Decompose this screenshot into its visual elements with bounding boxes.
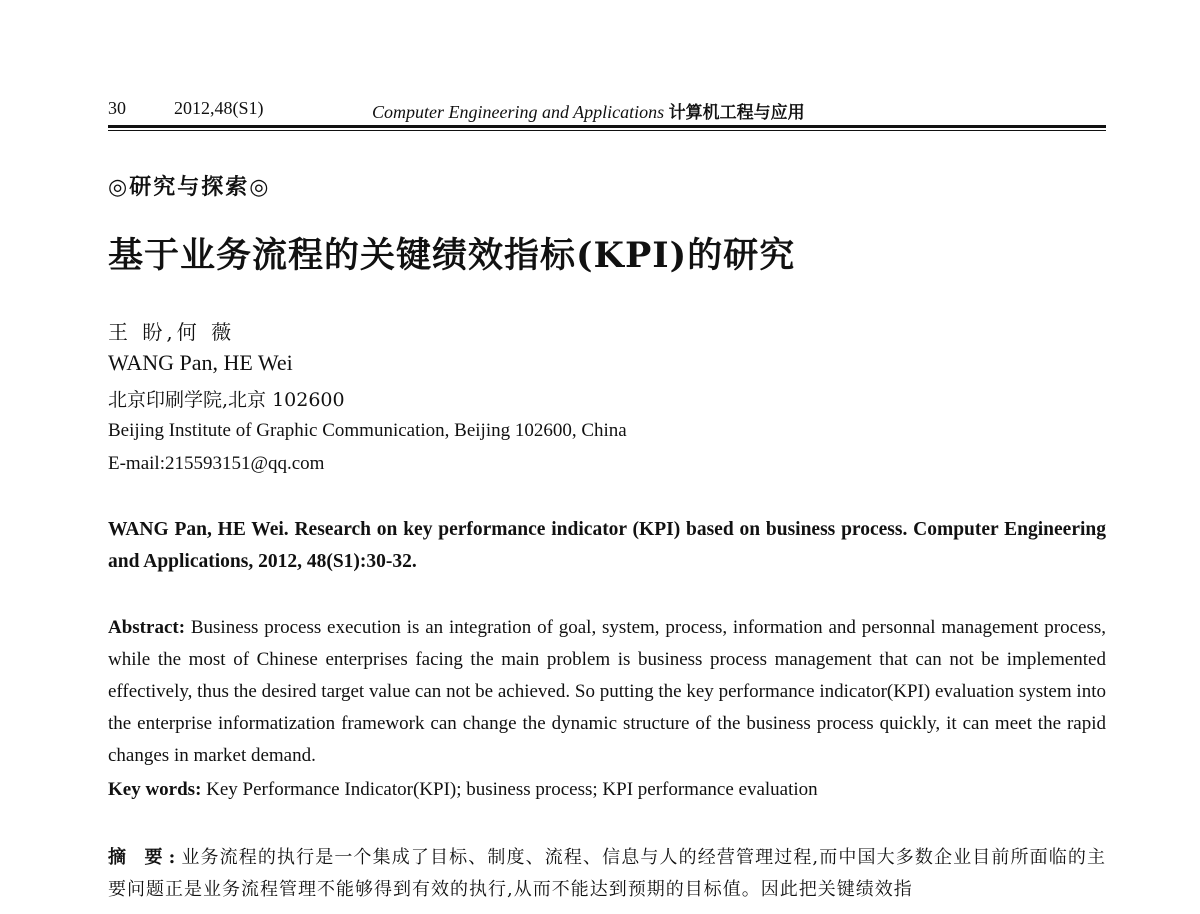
journal-name-en: Computer Engineering and Applications (372, 102, 665, 122)
affiliation-en: Beijing Institute of Graphic Communication, Beijing 102600, China (108, 420, 627, 441)
abstract-text: Business process execution is an integration of goal, system, process, information and personnal management process, while the most of Chinese enterprises facing the main problem is business process management that can not be implemented effectively, thus the desired target value can not be achieved. So putting the key performance indicator(KPI) evaluation system into the enterprise informatization framework can change the dynamic structure of the business process quickly, it can meet the rapid changes in market demand. (108, 617, 1107, 766)
journal-name-cn: 计算机工程与应用 (668, 103, 805, 123)
authors-cn: 王 盼,何 薇 (108, 320, 236, 344)
abstract-cn-label: 摘 要: (108, 847, 182, 868)
keywords-en (108, 774, 1106, 806)
author-email: E-mail:215593151@qq.com (108, 453, 325, 474)
issue-label: 2012,48(S1) (174, 98, 264, 118)
running-header (108, 96, 1106, 124)
header-rule-thick (108, 125, 1106, 128)
authors-en: WANG Pan, HE Wei (108, 350, 293, 375)
header-rule-thin (108, 130, 1106, 131)
abstract-en (108, 612, 1106, 772)
keywords-label: Key words: (108, 779, 202, 800)
abstract-cn (108, 842, 1106, 906)
keywords-text: Key Performance Indicator(KPI); business process; KPI performance evaluation (206, 779, 818, 800)
abstract-label: Abstract: (108, 617, 186, 638)
journal-name (372, 98, 805, 123)
section-label: ◎研究与探索◎ (108, 174, 271, 200)
citation: WANG Pan, HE Wei. Research on key performance indicator (KPI) based on business process. Computer Engineering and Applications, 2012, 48(S1):30-32. (108, 519, 1106, 572)
page-number: 30 (108, 98, 126, 118)
abstract-cn-text: 业务流程的执行是一个集成了目标、制度、流程、信息与人的经营管理过程,而中国大多数企业目前所面临的主要问题正是业务流程管理不能够得到有效的执行,从而不能达到预期的目标值。因此把关键绩效指 (108, 847, 1106, 900)
paper-title: 基于业务流程的关键绩效指标(KPI)的研究 (108, 235, 796, 276)
affiliation-cn: 北京印刷学院,北京 102600 (108, 389, 345, 411)
